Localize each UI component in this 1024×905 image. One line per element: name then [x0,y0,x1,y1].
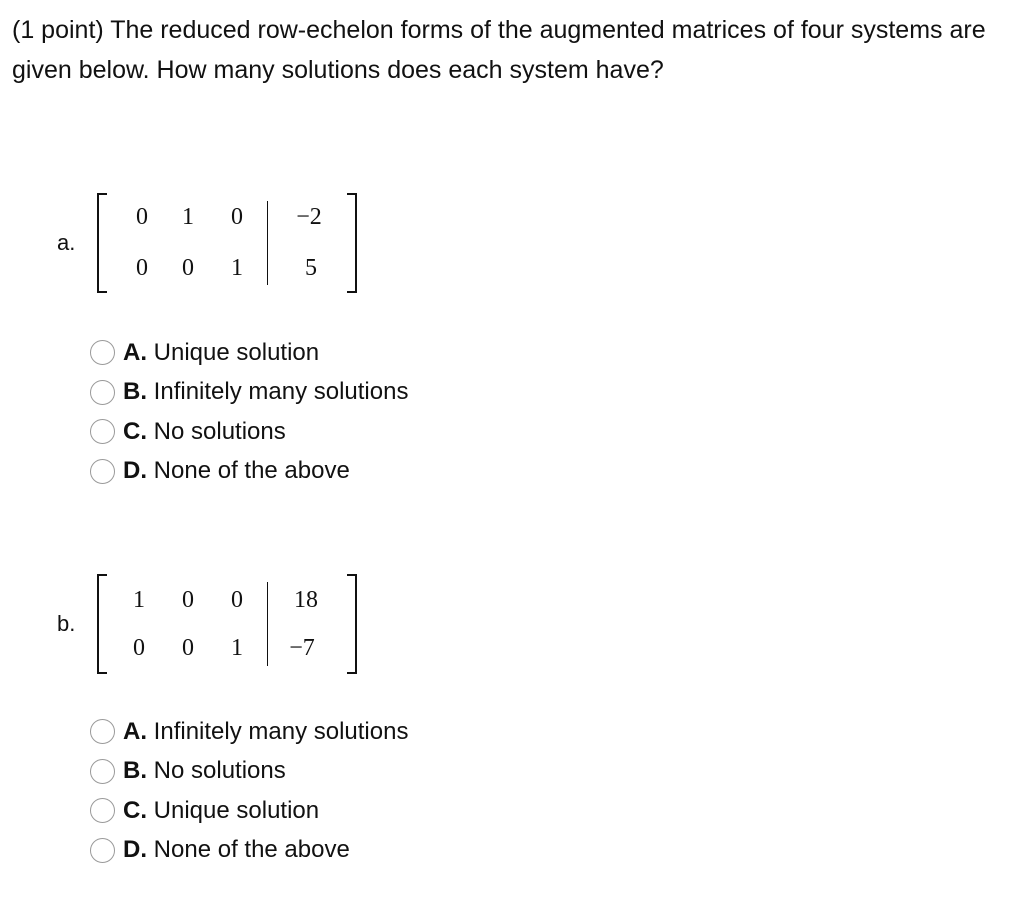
matrix-cell: 0 [136,255,148,281]
option-letter: D. [123,457,147,485]
part-b-option-a[interactable] [90,712,408,752]
part-b-option-b[interactable] [90,752,408,792]
part-a-matrix [97,193,357,293]
matrix-cell: 0 [182,587,194,613]
option-label: None of the above [153,457,350,485]
part-a-label: a. [57,230,76,255]
part-b-option-c[interactable] [90,791,408,831]
matrix-cell: 0 [231,204,243,230]
matrix-cell: 1 [231,635,243,661]
matrix-cell: 1 [133,587,145,613]
matrix-cell: −7 [289,635,315,661]
option-label: Unique solution [153,796,320,824]
part-a-options [90,333,408,491]
matrix-cell: 0 [136,204,148,230]
augment-divider [267,582,268,666]
augment-divider [267,201,268,285]
part-b-options [90,712,408,870]
matrix-right-bracket [347,574,357,674]
option-letter: C. [123,417,147,445]
part-b-label: b. [57,611,76,636]
part-b-matrix [97,574,357,674]
radio-button[interactable] [90,419,115,444]
radio-button[interactable] [90,838,115,863]
option-letter: C. [123,796,147,824]
matrix-cell: 0 [231,587,243,613]
matrix-cell: 0 [133,635,145,661]
option-label: Unique solution [153,338,320,366]
matrix-cell: 1 [231,255,243,281]
option-label: No solutions [153,757,286,785]
matrix-cell: 1 [182,204,194,230]
option-label: None of the above [153,836,350,864]
radio-button[interactable] [90,459,115,484]
radio-button[interactable] [90,719,115,744]
option-label: No solutions [153,417,286,445]
part-b-option-d[interactable] [90,831,408,871]
option-label: Infinitely many solutions [153,378,409,406]
radio-button[interactable] [90,380,115,405]
matrix-cell: 0 [182,255,194,281]
radio-button[interactable] [90,798,115,823]
matrix-right-bracket [347,193,357,293]
part-a-option-a[interactable] [90,333,408,373]
option-letter: D. [123,836,147,864]
part-a-option-c[interactable] [90,412,408,452]
matrix-cell: 5 [305,255,317,281]
matrix-left-bracket [97,574,107,674]
option-letter: A. [123,717,147,745]
matrix-cell: 0 [182,635,194,661]
part-a-option-b[interactable] [90,373,408,413]
radio-button[interactable] [90,759,115,784]
option-letter: B. [123,378,147,406]
matrix-cell: −2 [296,204,322,230]
radio-button[interactable] [90,340,115,365]
matrix-cell: 18 [294,587,318,613]
option-letter: B. [123,757,147,785]
option-label: Infinitely many solutions [153,717,409,745]
part-a-option-d[interactable] [90,452,408,492]
question-prompt: (1 point) The reduced row-echelon forms of the augmented matrices of four systems are given below. How many solutions does each system have? [12,16,986,84]
option-letter: A. [123,338,147,366]
matrix-left-bracket [97,193,107,293]
